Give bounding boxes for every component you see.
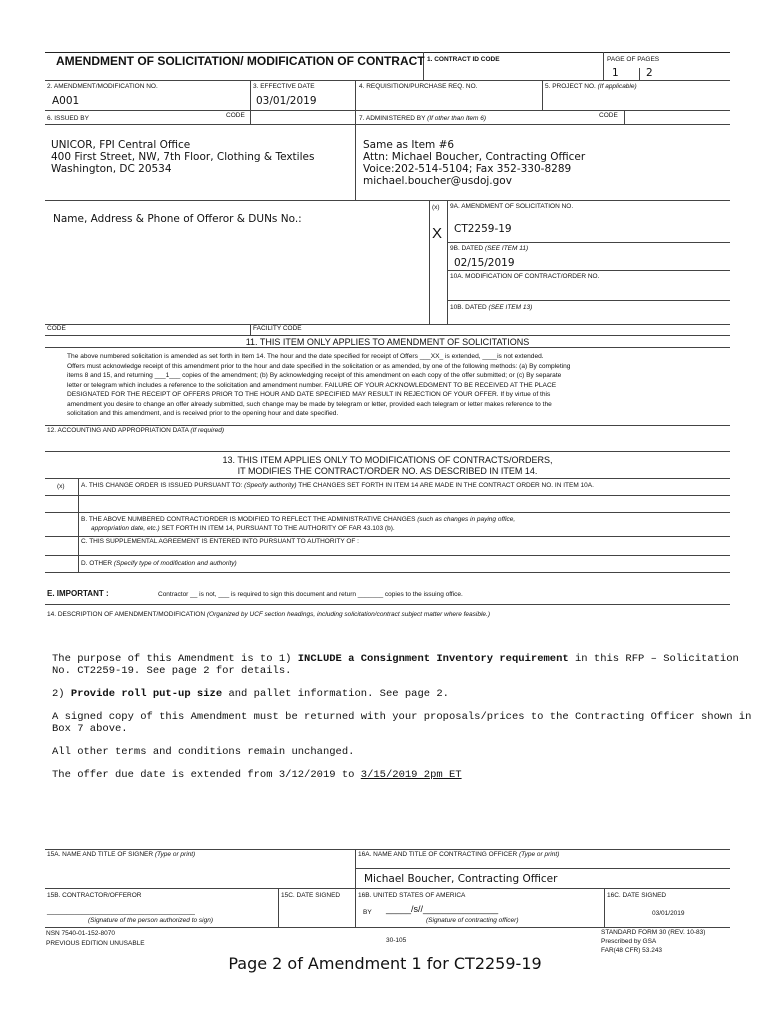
row-line (447, 270, 730, 271)
sf-line: FAR(48 CFR) 53.243 (601, 947, 663, 954)
row-line (45, 80, 730, 81)
item11-line: The above numbered solicitation is amended as set forth in Item 14. The hour and the date specified for receipt of Offers ___XX_ is extended, ____is not extended. (67, 353, 544, 360)
admin-line: Attn: Michael Boucher, Contracting Officer (363, 151, 586, 163)
code-label: CODE (47, 325, 66, 332)
row-line (45, 849, 730, 850)
standard-form-info (601, 928, 705, 955)
officer-signature-hint: (Signature of contracting officer) (426, 917, 519, 924)
item10b-label: 10B. DATED (SEE ITEM 13) (450, 304, 533, 311)
sf-line: STANDARD FORM 30 (REV. 10-83) (601, 929, 706, 936)
row-line (45, 110, 730, 111)
form-number: 30-105 (386, 937, 407, 944)
item11-line: Offers must acknowledge receipt of this amendment prior to the hour and date specified in the solicitation or as amended, by one of the following methods: (a) By completing (67, 362, 571, 370)
issued-line: 400 First Street, NW, 7th Floor, Clothing & Textiles (51, 151, 315, 163)
administered-by-address[interactable] (363, 139, 585, 187)
nsn-line: NSN 7540-01-152-8070 (46, 930, 116, 937)
row-line (45, 555, 730, 556)
amendment-no-value[interactable]: A001 (52, 95, 80, 107)
desc-para-3-cont: Box 7 above. (52, 723, 128, 735)
solicitation-no-label: 9A. AMENDMENT OF SOLICITATION NO. (450, 203, 574, 210)
item11-text (67, 352, 570, 419)
offeror-label: Name, Address & Phone of Offeror & DUNs No.: (53, 213, 302, 225)
sf-line: Prescribed by GSA (601, 938, 657, 945)
row-line (45, 888, 730, 889)
col-line (250, 324, 251, 335)
item13d-text: D. OTHER (Specify type of modification and authority) (81, 560, 237, 567)
desc-para-2: 2) Provide roll put-up size and pallet information. See page 2. (52, 688, 449, 700)
item11-title: 11. THIS ITEM ONLY APPLIES TO AMENDMENT OF SOLICITATIONS (245, 337, 530, 347)
officer-label: 16A. NAME AND TITLE OF CONTRACTING OFFICER (Type or print) (358, 851, 560, 858)
facility-code-label: FACILITY CODE (253, 325, 302, 332)
row-line (45, 124, 730, 125)
row-line (355, 868, 730, 869)
row-line (447, 300, 730, 301)
item11-line: amendment you desire to change an offer already submitted, such change may be made by telegram or letter, provided each telegram or letter makes reference to the (67, 400, 552, 408)
col-line (624, 110, 625, 124)
item11-line: DESIGNATED FOR THE RECEIPT OF OFFERS PRIOR TO THE HOUR AND DATE SPECIFIED MAY RESULT IN REJECTION OF YOUR OFFER. If by virtue of this (67, 391, 551, 398)
row-line (45, 425, 730, 426)
effective-date-value[interactable]: 03/01/2019 (256, 95, 317, 107)
contractor-label: 15B. CONTRACTOR/OFFEROR (47, 892, 142, 899)
col-line (542, 80, 543, 110)
page-caption: Page 2 of Amendment 1 for CT2259-19 (228, 954, 542, 973)
date-signed-label: 15C. DATE SIGNED (281, 892, 341, 899)
col-line (429, 200, 430, 324)
item13b-line: B. THE ABOVE NUMBERED CONTRACT/ORDER IS MODIFIED TO REFLECT THE ADMINISTRATIVE CHANGES (such as changes in paying office, (81, 516, 516, 523)
officer-date-value: 03/01/2019 (652, 910, 685, 917)
row-line (45, 200, 730, 201)
item13-title-line: 13. THIS ITEM APPLIES ONLY TO MODIFICATIONS OF CONTRACTS/ORDERS, (222, 455, 553, 465)
col-line (278, 888, 279, 927)
form-title: AMENDMENT OF SOLICITATION/ MODIFICATION OF CONTRACT (56, 54, 425, 68)
project-no-label: 5. PROJECT NO. (If applicable) (545, 83, 637, 90)
amendment-no-label: 2. AMENDMENT/MODIFICATION NO. (47, 83, 158, 90)
admin-line: michael.boucher@usdoj.gov (363, 175, 512, 187)
col-line (355, 849, 356, 927)
col-line (355, 80, 356, 200)
issued-line: Washington, DC 20534 (51, 163, 172, 175)
col-line (78, 478, 79, 572)
item13c-text: C. THIS SUPPLEMENTAL AGREEMENT IS ENTERED INTO PURSUANT TO AUTHORITY OF : (81, 538, 359, 545)
issued-line: UNICOR, FPI Central Office (51, 139, 191, 151)
officer-date-label: 16C. DATE SIGNED (607, 892, 667, 899)
col-line (639, 68, 640, 80)
item13-title-line: IT MODIFIES THE CONTRACT/ORDER NO. AS DESCRIBED IN ITEM 14. (237, 466, 538, 476)
issued-by-address[interactable] (51, 139, 314, 175)
description-body (52, 653, 751, 781)
item13b-text (81, 515, 515, 533)
item14-label: 14. DESCRIPTION OF AMENDMENT/MODIFICATION (Organized by UCF section headings, including solicitation/contract subject matter where feasible.) (47, 611, 491, 618)
issued-code-label: CODE (226, 112, 245, 119)
row-line (447, 242, 730, 243)
admin-code-label: CODE (599, 112, 618, 119)
item11-line: letter or telegram which includes a reference to the solicitation and amendment number. FAILURE OF YOUR ACKNOWLEDGMENT TO BE RECEIVED AT THE PLACE (67, 381, 557, 389)
desc-para-4: All other terms and conditions remain unchanged. (52, 746, 355, 758)
item9b-label: 9B. DATED (SEE ITEM 11) (450, 245, 529, 252)
row-line (45, 604, 730, 605)
row-line (45, 536, 730, 537)
desc-para-1-cont: No. CT2259-19. See page 2 for details. (52, 665, 292, 677)
solicitation-no-value[interactable]: CT2259-19 (454, 223, 512, 235)
row-line (45, 478, 730, 479)
item13b-line: appropriation date, etc.) SET FORTH IN ITEM 14, PURSUANT TO THE AUTHORITY OF FAR 43.103 (b). (91, 525, 395, 532)
item12-label: 12. ACCOUNTING AND APPROPRIATION DATA (If required) (47, 427, 225, 434)
previous-edition: PREVIOUS EDITION UNUSABLE (46, 940, 145, 947)
contractor-signature-hint: (Signature of the person authorized to sign) (88, 917, 214, 924)
item9-checkbox[interactable]: X (432, 225, 443, 242)
row-line (45, 324, 730, 325)
officer-name[interactable]: Michael Boucher, Contracting Officer (364, 873, 558, 885)
desc-para-5: The offer due date is extended from 3/12/2019 to 3/15/2019 2pm ET (52, 769, 462, 781)
administered-by-label: 7. ADMINISTERED BY (If other than Item 6) (359, 115, 487, 122)
officer-signature[interactable]: _____/s//_______________ (386, 904, 499, 914)
col-line (250, 80, 251, 124)
item13-x-label: (x) (57, 483, 65, 490)
item11-line: items 8 and 15, and returning ___1___ copies of the amendment; (b) By acknowledging receipt of this amendment on each copy of the offer submitted; or (c) By separate (67, 372, 562, 379)
item13a-text: A. THIS CHANGE ORDER IS ISSUED PURSUANT TO: (Specify authority) THE CHANGES SET FORTH IN ITEM 14 ARE MADE IN THE CONTRACT ORDER NO. IN ITEM 10A. (81, 482, 594, 489)
admin-line: Voice:202-514-5104; Fax 352-330-8289 (363, 163, 572, 175)
item9-x-label: (x) (432, 204, 440, 211)
col-line (603, 52, 604, 80)
desc-para-3: A signed copy of this Amendment must be returned with your proposals/prices to the Contracting Officer shown in (52, 711, 752, 723)
admin-line: Same as Item #6 (363, 139, 455, 151)
form-border-top (45, 52, 730, 53)
row-line (45, 347, 730, 348)
item11-line: solicitation and this amendment, and is received prior to the opening hour and date specified. (67, 410, 339, 417)
important-text: Contractor __ is not, ___ is required to sign this document and return _______ copies to the issuing office. (158, 591, 463, 598)
row-line (45, 495, 730, 496)
issued-by-label: 6. ISSUED BY (47, 115, 89, 122)
item9b-value[interactable]: 02/15/2019 (454, 257, 515, 269)
row-line (45, 512, 730, 513)
important-label: E. IMPORTANT : (47, 589, 109, 598)
page-label: PAGE OF PAGES (607, 56, 660, 63)
contract-id-label: 1. CONTRACT ID CODE (427, 56, 500, 63)
desc-para-1: The purpose of this Amendment is to 1) INCLUDE a Consignment Inventory requirement in this RFP – Solicitation (52, 653, 739, 665)
effective-date-label: 3. EFFECTIVE DATE (253, 83, 315, 90)
item13-title (45, 455, 730, 477)
row-line (45, 451, 730, 452)
contractor-signature-line[interactable]: ______________________________________ (47, 908, 195, 915)
item10a-label: 10A. MODIFICATION OF CONTRACT/ORDER NO. (450, 273, 600, 280)
row-line (45, 572, 730, 573)
total-pages: 2 (646, 67, 653, 79)
col-line (447, 200, 448, 324)
nsn-text (46, 929, 145, 949)
row-line (45, 335, 730, 336)
signer-label: 15A. NAME AND TITLE OF SIGNER (Type or print) (47, 851, 196, 858)
page-number: 1 (612, 67, 619, 79)
by-label: BY (363, 909, 372, 916)
col-line (604, 888, 605, 927)
usa-label: 16B. UNITED STATES OF AMERICA (358, 892, 466, 899)
requisition-label: 4. REQUISITION/PURCHASE REQ. NO. (359, 83, 478, 90)
